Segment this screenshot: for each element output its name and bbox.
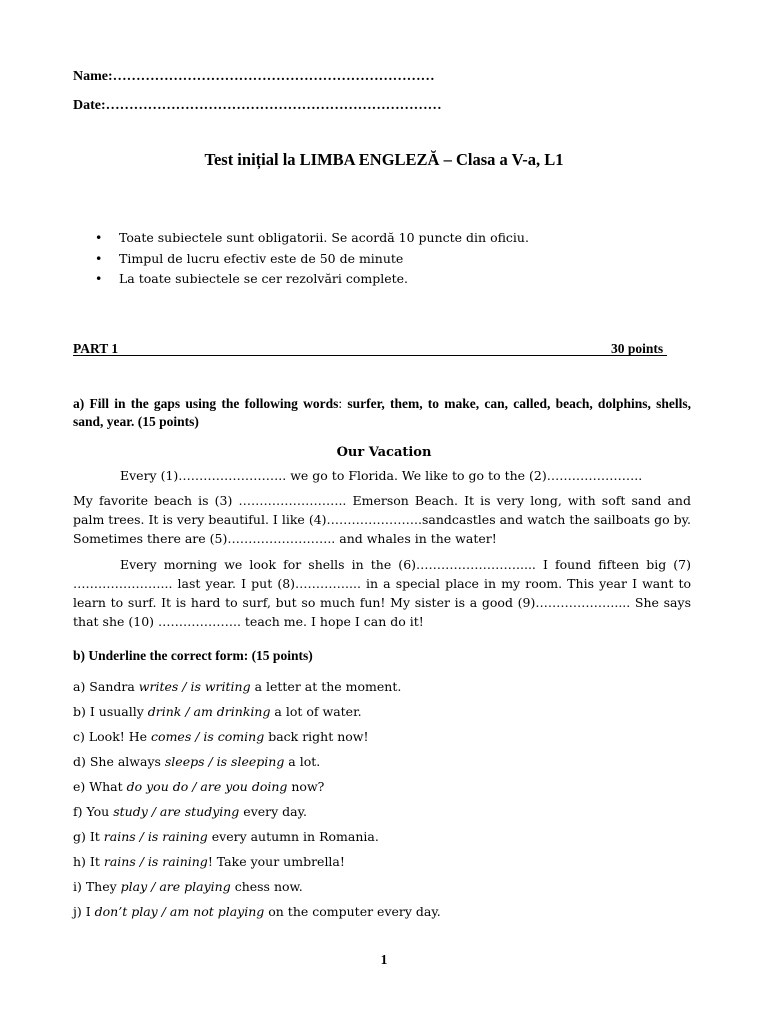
date-line <box>73 98 442 114</box>
date-label: Date: <box>73 98 106 113</box>
page-title: Test inițial la LIMBA ENGLEZĂ – Clasa a V-a, L1 <box>204 150 564 169</box>
verb-options: don’t play / am not playing <box>94 904 265 919</box>
exercise-a-words: surfer, them, to make, can, called, beach, dolphins, shells, sand, year. (15 points) <box>73 396 691 429</box>
verb-options: rains / is raining <box>103 829 208 844</box>
name-dots: …………………………………………………………… <box>112 69 435 84</box>
story-para1: My favorite beach is (3) …………………….. Emerson Beach. It is very long, with soft sand and palm trees. It is very beautiful. I like (4)…………………..sandcastles and watch the sailboats go by. Sometimes there are (5)…………………….. and whales in the water! <box>73 493 691 546</box>
instructions-list <box>95 228 529 290</box>
verb-options: writes / is writing <box>138 679 251 694</box>
exercise-b-item: a) Sandra writes / is writing a letter at the moment. <box>73 679 402 694</box>
instruction-item: • Timpul de lucru efectiv este de 50 de minute <box>95 249 529 270</box>
name-line <box>73 69 435 85</box>
exercise-b-item: j) I don’t play / am not playing on the computer every day. <box>73 904 441 919</box>
instruction-item: • La toate subiectele se cer rezolvări complete. <box>95 269 529 290</box>
verb-options: comes / is coming <box>151 729 265 744</box>
verb-options: sleeps / is sleeping <box>164 754 285 769</box>
exercise-b-item: c) Look! He comes / is coming back right now! <box>73 729 369 744</box>
part-label: PART 1 <box>73 341 119 356</box>
exercise-b-instruction: b) Underline the correct form: (15 points) <box>73 648 313 663</box>
verb-options: rains / is raining <box>103 854 208 869</box>
verb-options: do you do / are you doing <box>126 779 288 794</box>
part-divider <box>73 355 667 356</box>
exercise-b-item: b) I usually drink / am drinking a lot of water. <box>73 704 362 719</box>
story-para2: Every morning we look for shells in the (6)……………………..... I found fifteen big (7) …………………... last year. I put (8)………….... in a special place in my room. This year I want to learn to surf. It is hard to surf, but so much fun! My sister is a good (9)………………..... She says that she (10) ……………….. teach me. I hope I can do it! <box>73 557 691 629</box>
page-number: 1 <box>380 952 388 967</box>
exercise-b-item: h) It rains / is raining! Take your umbrella! <box>73 854 345 869</box>
exercise-b-item: g) It rains / is raining every autumn in Romania. <box>73 829 379 844</box>
bullet-icon: • <box>95 250 103 266</box>
bullet-icon: • <box>95 271 103 286</box>
bullet-icon: • <box>95 230 103 245</box>
story-para1-line1: Every (1)…………………….. we go to Florida. We like to go to the (2)………………….. <box>120 468 643 483</box>
verb-options: play / are playing <box>120 879 231 894</box>
story-title: Our Vacation <box>336 445 432 460</box>
exercise-b-item: d) She always sleeps / is sleeping a lot. <box>73 754 321 769</box>
name-label: Name: <box>73 69 113 84</box>
verb-options: drink / am drinking <box>147 704 271 719</box>
exercise-b-item: f) You study / are studying every day. <box>73 804 307 819</box>
exercise-b-item: e) What do you do / are you doing now? <box>73 779 325 794</box>
part-points: 30 points <box>611 341 664 356</box>
date-dots: ……………………………………………………………… <box>105 98 442 113</box>
exercise-b-item: i) They play / are playing chess now. <box>73 879 303 894</box>
exercise-a-instruction: a) Fill in the gaps using the following words: surfer, them, to make, can, called, beach, dolphins, shells, sand, year. (15 points) <box>73 396 691 429</box>
verb-options: study / are studying <box>113 804 240 819</box>
instruction-item: • Toate subiectele sunt obligatorii. Se acordă 10 puncte din oficiu. <box>95 228 529 249</box>
